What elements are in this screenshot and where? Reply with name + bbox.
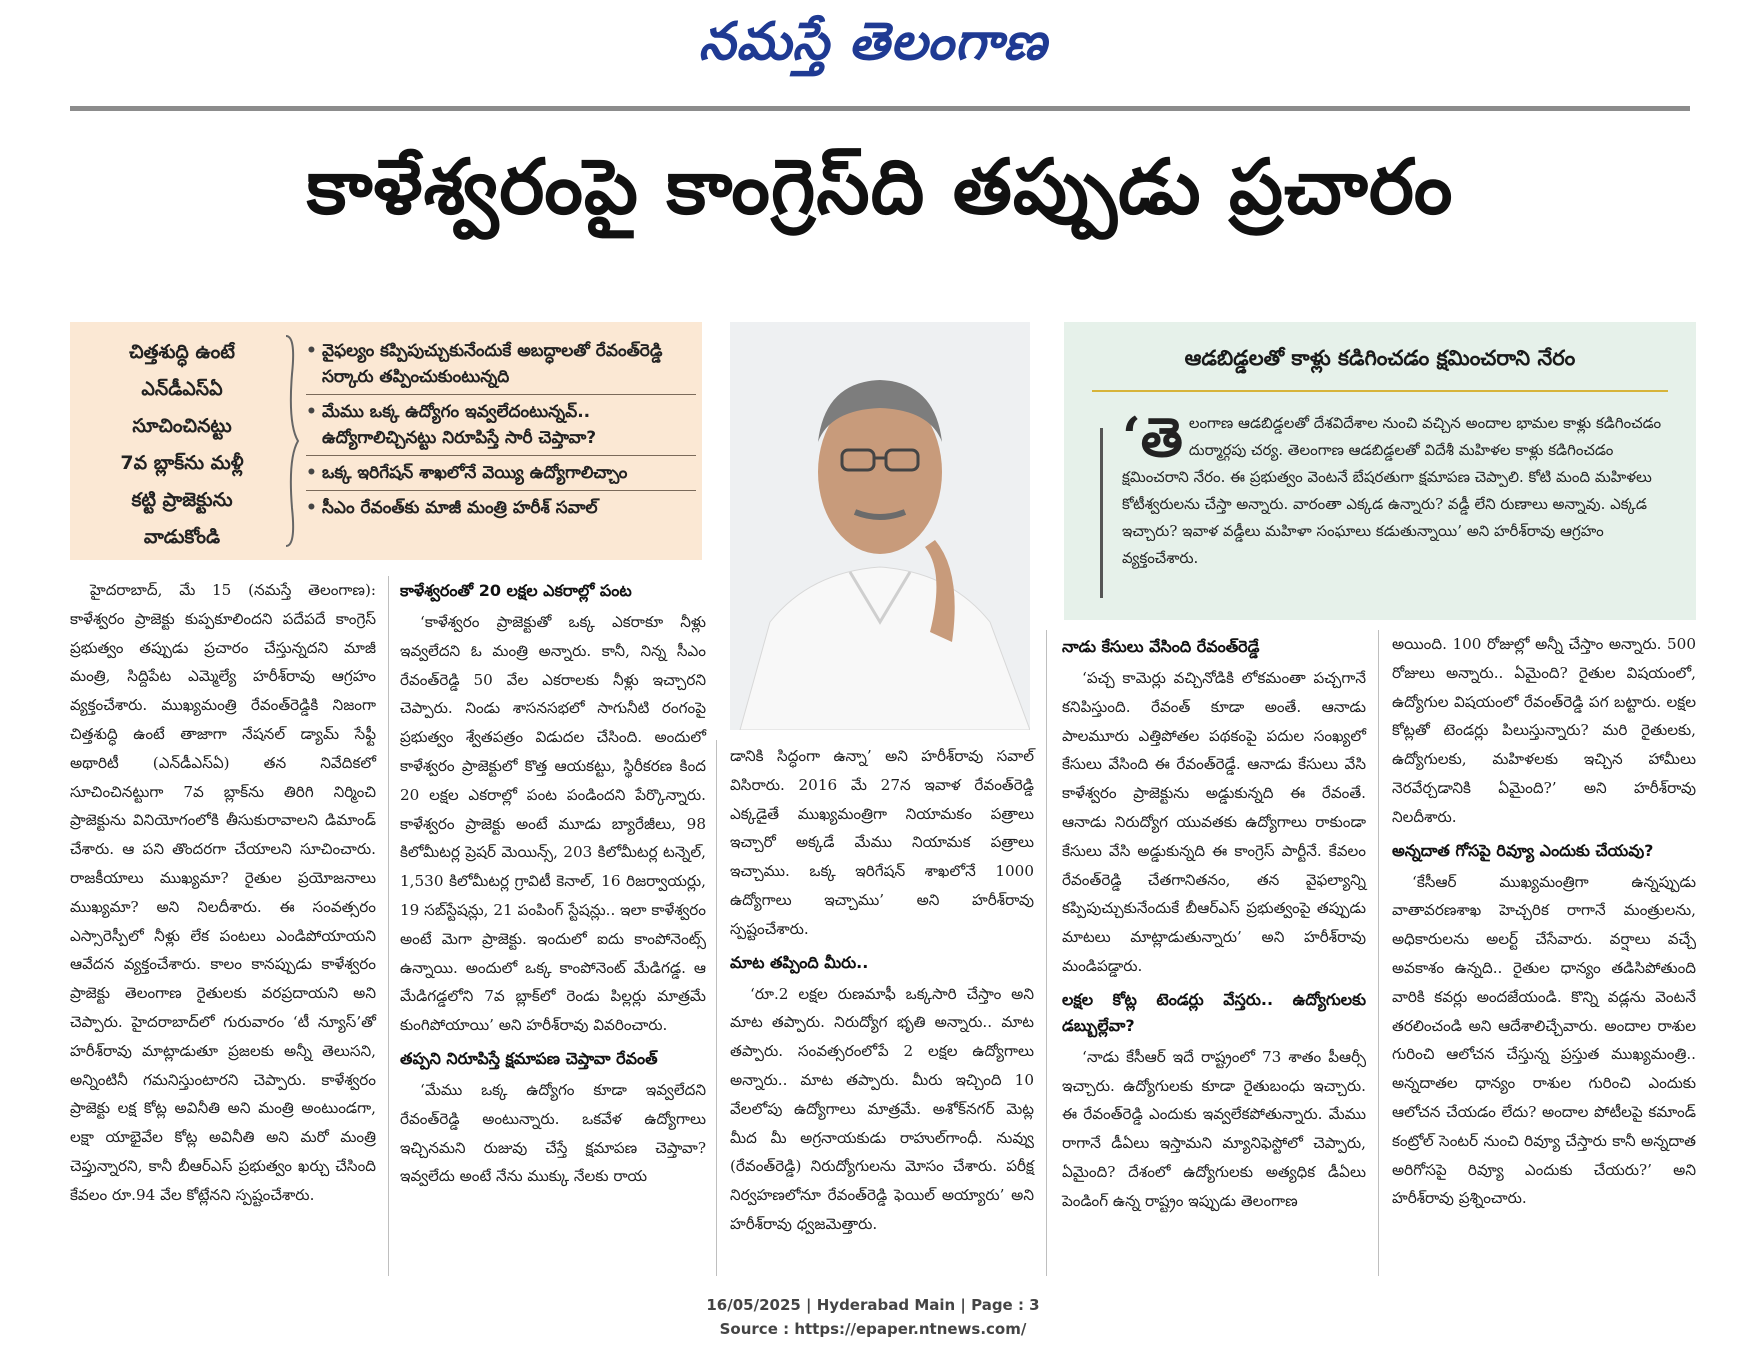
- column-separator: [716, 740, 717, 1276]
- article-paragraph: అయింది. 100 రోజుల్లో అన్నీ చేస్తాం అన్నారు. 500 రోజులు అన్నారు.. ఏమైంది? రైతుల విషయంలో, ఉద్యోగుల విషయంలో రేవంత్‌రెడ్డి పగ బట్టారు. లక్షల కోట్లతో టెండర్లు పిలుస్తున్నారు? మరి రైతులకు, ఉద్యోగులకు, మహిళలకు ఇచ్చిన హామీలు నెరవేర్చడానికి ఏమైంది?’ అని హరీశ్‌రావు నిలదీశారు.: [1392, 635, 1696, 826]
- pull-quote-line: చిత్తశుద్ధి ఉంటే: [129, 341, 235, 363]
- article-paragraph: ‘మేము ఒక్క ఉద్యోగం కూడా ఇవ్వలేదని రేవంత్‌రెడ్డి అంటున్నారు. ఒకవేళ ఉద్యోగాలు ఇచ్చినమని రుజువు చేస్తే క్షమాపణ చెప్తావా? ఇవ్వలేదు అంటే నేను ముక్కు నేలకు రాయ: [400, 1080, 706, 1186]
- article-paragraph: ‘పచ్చ కామెర్లు వచ్చినోడికి లోకమంతా పచ్చగానే కనిపిస్తుంది. రేవంత్‌ కూడా అంతే. ఆనాడు పాలమూరు ఎత్తిపోతల పథకంపై పదుల సంఖ్యలో కేసులు వేసింది ఈ రేవంత్‌రెడ్డే. ఆనాడు కేసులు వేసి కాళేశ్వరం ప్రాజెక్టును అడ్డుకున్నది ఈ రేవంతే. ఆనాడు నిరుద్యోగ యువతకు ఉద్యోగాలు రాకుండా కేసులు వేసి అడ్డుకున్నది ఈ కాంగ్రెస్‌ పార్టీనే. కేవలం రేవంత్‌రెడ్డి చేతగానితనం, తన వైఫల్యాన్ని కప్పిపుచ్చుకునేందుకే బీఆర్‌ఎస్‌ ప్రభుత్వంపై తప్పుడు మాటలు మాట్లాడుతున్నారు’ అని హరీశ్‌రావు మండిపడ్డారు.: [1062, 669, 1366, 975]
- pull-quote-line: వాడుకోండి: [143, 526, 221, 548]
- article-paragraph: డానికి సిద్ధంగా ఉన్నా’ అని హరీశ్‌రావు సవాల్‌ విసిరారు. 2016 మే 27న ఇవాళ రేవంత్‌రెడ్డి ఎక్కడైతే ముఖ్యమంత్రిగా నియామకం పత్రాలు ఇచ్చారో అక్కడే మేము నియామక పత్రాలు ఇచ్చాము. ఒక్క ఇరిగేషన్‌ శాఖలోనే 1000 ఉద్యోగాలు ఇచ్చాము’ అని హరీశ్‌రావు స్పష్టంచేశారు.: [730, 747, 1034, 938]
- article-column-1: [70, 576, 376, 1210]
- headline: కాళేశ్వరంపై కాంగ్రెస్‌ది తప్పుడు ప్రచారం: [306, 142, 1454, 231]
- sidebar-bar: [1100, 428, 1103, 598]
- sidebar-title: ఆడబిడ్డలతో కాళ్లు కడిగించడం క్షమించరాని నేరం: [1184, 346, 1576, 370]
- subheading: కాళేశ్వరంతో 20 లక్షల ఎకరాల్లో పంట: [400, 581, 632, 600]
- sidebar-text: [1122, 405, 1672, 572]
- pull-quote: [88, 334, 276, 556]
- footer-dateline: 16/05/2025 | Hyderabad Main | Page : 3: [706, 1296, 1040, 1314]
- subheading: నాడు కేసులు వేసింది రేవంత్‌రెడ్డే: [1062, 637, 1260, 656]
- pull-quote-line: 7వ బ్లాక్‌ను మళ్లీ: [120, 452, 244, 474]
- highlight-bullets: [306, 334, 696, 525]
- subheading: తప్పని నిరూపిస్తే క్షమాపణ చెప్తావా రేవంత్‌: [400, 1048, 658, 1068]
- article-column-4: [1062, 628, 1366, 1216]
- column-separator: [388, 576, 389, 1276]
- highlight-bullet: • సీఎం రేవంత్‌కు మాజీ మంత్రి హరీశ్‌ సవాల్‌: [306, 491, 696, 525]
- sidebar-rule: [1092, 390, 1668, 392]
- pull-quote-line: ఎన్‌డీఎస్‌ఏ: [141, 378, 223, 400]
- masthead-rule: [70, 106, 1690, 111]
- subheading: అన్నదాత గోసపై రివ్యూ ఎందుకు చేయవు?: [1392, 840, 1654, 860]
- footer-source: Source : https://epaper.ntnews.com/: [719, 1320, 1027, 1338]
- portrait-photo: [730, 322, 1030, 730]
- article-paragraph: ‘కేసీఆర్‌ ముఖ్యమంత్రిగా ఉన్నప్పుడు వాతావరణశాఖ హెచ్చరిక రాగానే మంత్రులను, అధికారులను అలర్ట్‌ చేసేవారు. వర్షాలు వచ్చే అవకాశం ఉన్నది.. రైతుల ధాన్యం తడిసిపోతుంది వారికి కవర్లు అందజేయండి. కొన్ని వడ్లను వెంటనే తరలించండి అని ఆదేశాలిచ్చేవారు. అందాల రాశుల గురించి ఆలోచన చేస్తున్న ప్రస్తుత ముఖ్యమంత్రి.. అన్నదాతల ధాన్యం రాశుల గురించి ఎందుకు ఆలోచన చేయడం లేదు? అందాల పోటీలపై కమాండ్‌ కంట్రోల్‌ సెంటర్‌ నుంచి రివ్యూ చేస్తారు కానీ అన్నదాత అరిగోసపై రివ్యూ ఎందుకు చేయరు?’ అని హరీశ్‌రావు ప్రశ్నించారు.: [1392, 872, 1696, 1208]
- sidebar-body: లంగాణ ఆడబిడ్డలతో దేశవిదేశాల నుంచి వచ్చిన అందాల భామల కాళ్లు కడిగించడం దుర్మార్గపు చర్య. తెలంగాణ ఆడబిడ్డలతో విదేశీ మహిళల కాళ్లు కడిగించడం క్షమించరాని నేరం. ఈ ప్రభుత్వం వెంటనే బేషరతుగా క్షమాపణ చెప్పాలి. కోటి మంది మహిళలు కోటీశ్వరులను చేస్తా అన్నారు. వారంతా ఎక్కడ ఉన్నారు? వడ్డీ లేని రుణాలు అన్నావు. ఎక్కడ ఇచ్చారు? ఇవాళ వడ్డీలు మహిళా సంఘాలు కడుతున్నాయి’ అని హరీశ్‌రావు ఆగ్రహం వ్యక్తంచేశారు.: [1122, 414, 1662, 567]
- article-column-5: [1392, 630, 1696, 1213]
- article-paragraph: హైదరాబాద్‌, మే 15 (నమస్తే తెలంగాణ): కాళేశ్వరం ప్రాజెక్టు కుప్పకూలిందని పదేపదే కాంగ్రెస్‌ ప్రభుత్వం తప్పుడు ప్రచారం చేస్తున్నదని మాజీ మంత్రి, సిద్దిపేట ఎమ్మెల్యే హరీశ్‌రావు ఆగ్రహం వ్యక్తంచేశారు. ముఖ్యమంత్రి రేవంత్‌రెడ్డికి నిజంగా చిత్తశుద్ధి ఉంటే తాజాగా నేషనల్‌ డ్యామ్‌ సేఫ్టీ అథారిటీ (ఎన్‌డీఎస్‌ఏ) తన నివేదికలో సూచించినట్టుగా 7వ బ్లాక్‌ను తిరిగి నిర్మించి ప్రాజెక్టును వినియోగంలోకి తీసుకురావాలని డిమాండ్‌ చేశారు. ఆ పని తొందరగా చేయాలని సూచించారు. రాజకీయాలు ముఖ్యమా? రైతుల ప్రయోజనాలు ముఖ్యమా? అని నిలదీశారు. ఈ సంవత్సరం ఎస్సారెస్పీలో నీళ్లు లేక పంటలు ఎండిపోయాయని ఆవేదన వ్యక్తంచేశారు. కాలం కానప్పుడు కాళేశ్వరం ప్రాజెక్టు తెలంగాణ రైతులకు వరప్రదాయని అని చెప్పారు. హైదరాబాద్‌లో గురువారం ‘టీ న్యూస్‌’తో హరీశ్‌రావు మాట్లాడుతూ ప్రజలకు అన్నీ తెలుసని, అన్నింటినీ గమనిస్తుంటారని చెప్పారు. కాళేశ్వరం ప్రాజెక్టు లక్ష కోట్ల అవినీతి అని మంత్రి అంటుండగా, లక్షా యాభైవేల కోట్ల అవినీతి అని మరో మంత్రి చెప్తున్నారని, కానీ బీఆర్‌ఎస్‌ ప్రభుత్వం ఖర్చు చేసింది కేవలం రూ.94 వేల కోట్లేనని స్పష్టంచేశారు.: [70, 581, 376, 1204]
- highlight-bullet: • ఒక్క ఇరిగేషన్‌ శాఖలోనే వెయ్యి ఉద్యోగాలిచ్చాం: [306, 456, 696, 491]
- column-separator: [1378, 630, 1379, 1276]
- subheading: మాట తప్పింది మీరు..: [730, 952, 869, 972]
- article-paragraph: ‘కాళేశ్వరం ప్రాజెక్టుతో ఒక్క ఎకరాకూ నీళ్లు ఇవ్వలేదని ఓ మంత్రి అన్నారు. కానీ, నిన్న సీఎం రేవంత్‌రెడ్డి 50 వేల ఎకరాలకు నీళ్లు ఇచ్చారని చెప్పారు. నిండు శాసనసభలో సాగునీటి రంగంపై ప్రభుత్వం శ్వేతపత్రం విడుదల చేసింది. అందులో కాళేశ్వరం ప్రాజెక్టులో కొత్త ఆయకట్టు, స్థిరీకరణ కింద 20 లక్షల ఎకరాల్లో పంట పండిందని పేర్కొన్నారు. కాళేశ్వరం ప్రాజెక్టు అంటే మూడు బ్యారేజీలు, 98 కిలోమీటర్ల ప్రెషర్‌ మెయిన్స్‌, 203 కిలోమీటర్ల టన్నెల్‌, 1,530 కిలోమీటర్ల గ్రావిటీ కెనాల్‌, 16 రిజర్వాయర్లు, 19 సబ్‌స్టేషన్లు, 21 పంపింగ్‌ స్టేషన్లు.. ఇలా కాళేశ్వరం అంటే మెగా ప్రాజెక్టు. ఇందులో ఐదు కాంపోనెంట్స్‌ ఉన్నాయి. అందులో ఒక్క కాంపోనెంట్‌ మేడిగడ్డ. ఆ మేడిగడ్డలోని 7వ బ్లాక్‌లో రెండు పిల్లర్లు మాత్రమే కుంగిపోయాయి’ అని హరీశ్‌రావు వివరించారు.: [400, 613, 706, 1035]
- sidebar-dropcap: ‘తె: [1122, 405, 1183, 469]
- portrait-illustration: [730, 322, 1030, 730]
- pull-quote-line: కట్టి ప్రాజెక్టును: [131, 489, 233, 511]
- brace-divider: [282, 334, 300, 548]
- article-column-2: [400, 572, 706, 1191]
- pull-quote-line: సూచించినట్టు: [132, 415, 232, 437]
- article-paragraph: ‘రూ.2 లక్షల రుణమాఫీ ఒక్కసారి చేస్తాం అని మాట తప్పారు. నిరుద్యోగ భృతి అన్నారు.. మాట తప్పారు. సంవత్సరంలోపే 2 లక్షల ఉద్యోగాలు అన్నారు.. మాట తప్పారు. మీరు ఇచ్చింది 10 వేలలోపు ఉద్యోగాలు మాత్రమే. అశోక్‌నగర్‌ మెట్ల మీద మీ అగ్రనాయకుడు రాహుల్‌గాంధీ. నువ్వు (రేవంత్‌రెడ్డి) నిరుద్యోగులను మోసం చేశారు. పరీక్ష నిర్వహణలోనూ రేవంత్‌రెడ్డి ఫెయిల్‌ అయ్యారు’ అని హరీశ్‌రావు ధ్వజమెత్తారు.: [730, 984, 1034, 1233]
- subheading: లక్షల కోట్ల టెండర్లు వేస్తరు.. ఉద్యోగులకు డబ్బుల్లేవా?: [1062, 989, 1366, 1035]
- article-column-3: [730, 742, 1034, 1239]
- highlight-bullet: • మేము ఒక్క ఉద్యోగం ఇవ్వలేదంటున్నవ్‌.. ఉద్యోగాలిచ్చినట్టు నిరూపిస్తే సారీ చెప్తావా?: [306, 395, 696, 456]
- column-separator: [1046, 630, 1047, 1276]
- article-paragraph: ‘నాడు కేసీఆర్‌ ఇదే రాష్ట్రంలో 73 శాతం పీఆర్సీ ఇచ్చారు. ఉద్యోగులకు కూడా రైతుబంధు ఇచ్చారు. ఈ రేవంత్‌రెడ్డి ఎందుకు ఇవ్వలేకపోతున్నారు. మేము రాగానే డీఏలు ఇస్తామని మ్యానిఫెస్టోలో చెప్పారు, ఏమైంది? దేశంలో ఉద్యోగులకు అత్యధిక డీఏలు పెండింగ్‌ ఉన్న రాష్ట్రం ఇప్పుడు తెలంగాణ: [1062, 1047, 1366, 1210]
- highlight-bullet: • వైఫల్యం కప్పిపుచ్చుకునేందుకే అబద్ధాలతో రేవంత్‌రెడ్డి సర్కారు తప్పించుకుంటున్నది: [306, 334, 696, 395]
- masthead: నమస్తే తెలంగాణ: [698, 12, 1048, 72]
